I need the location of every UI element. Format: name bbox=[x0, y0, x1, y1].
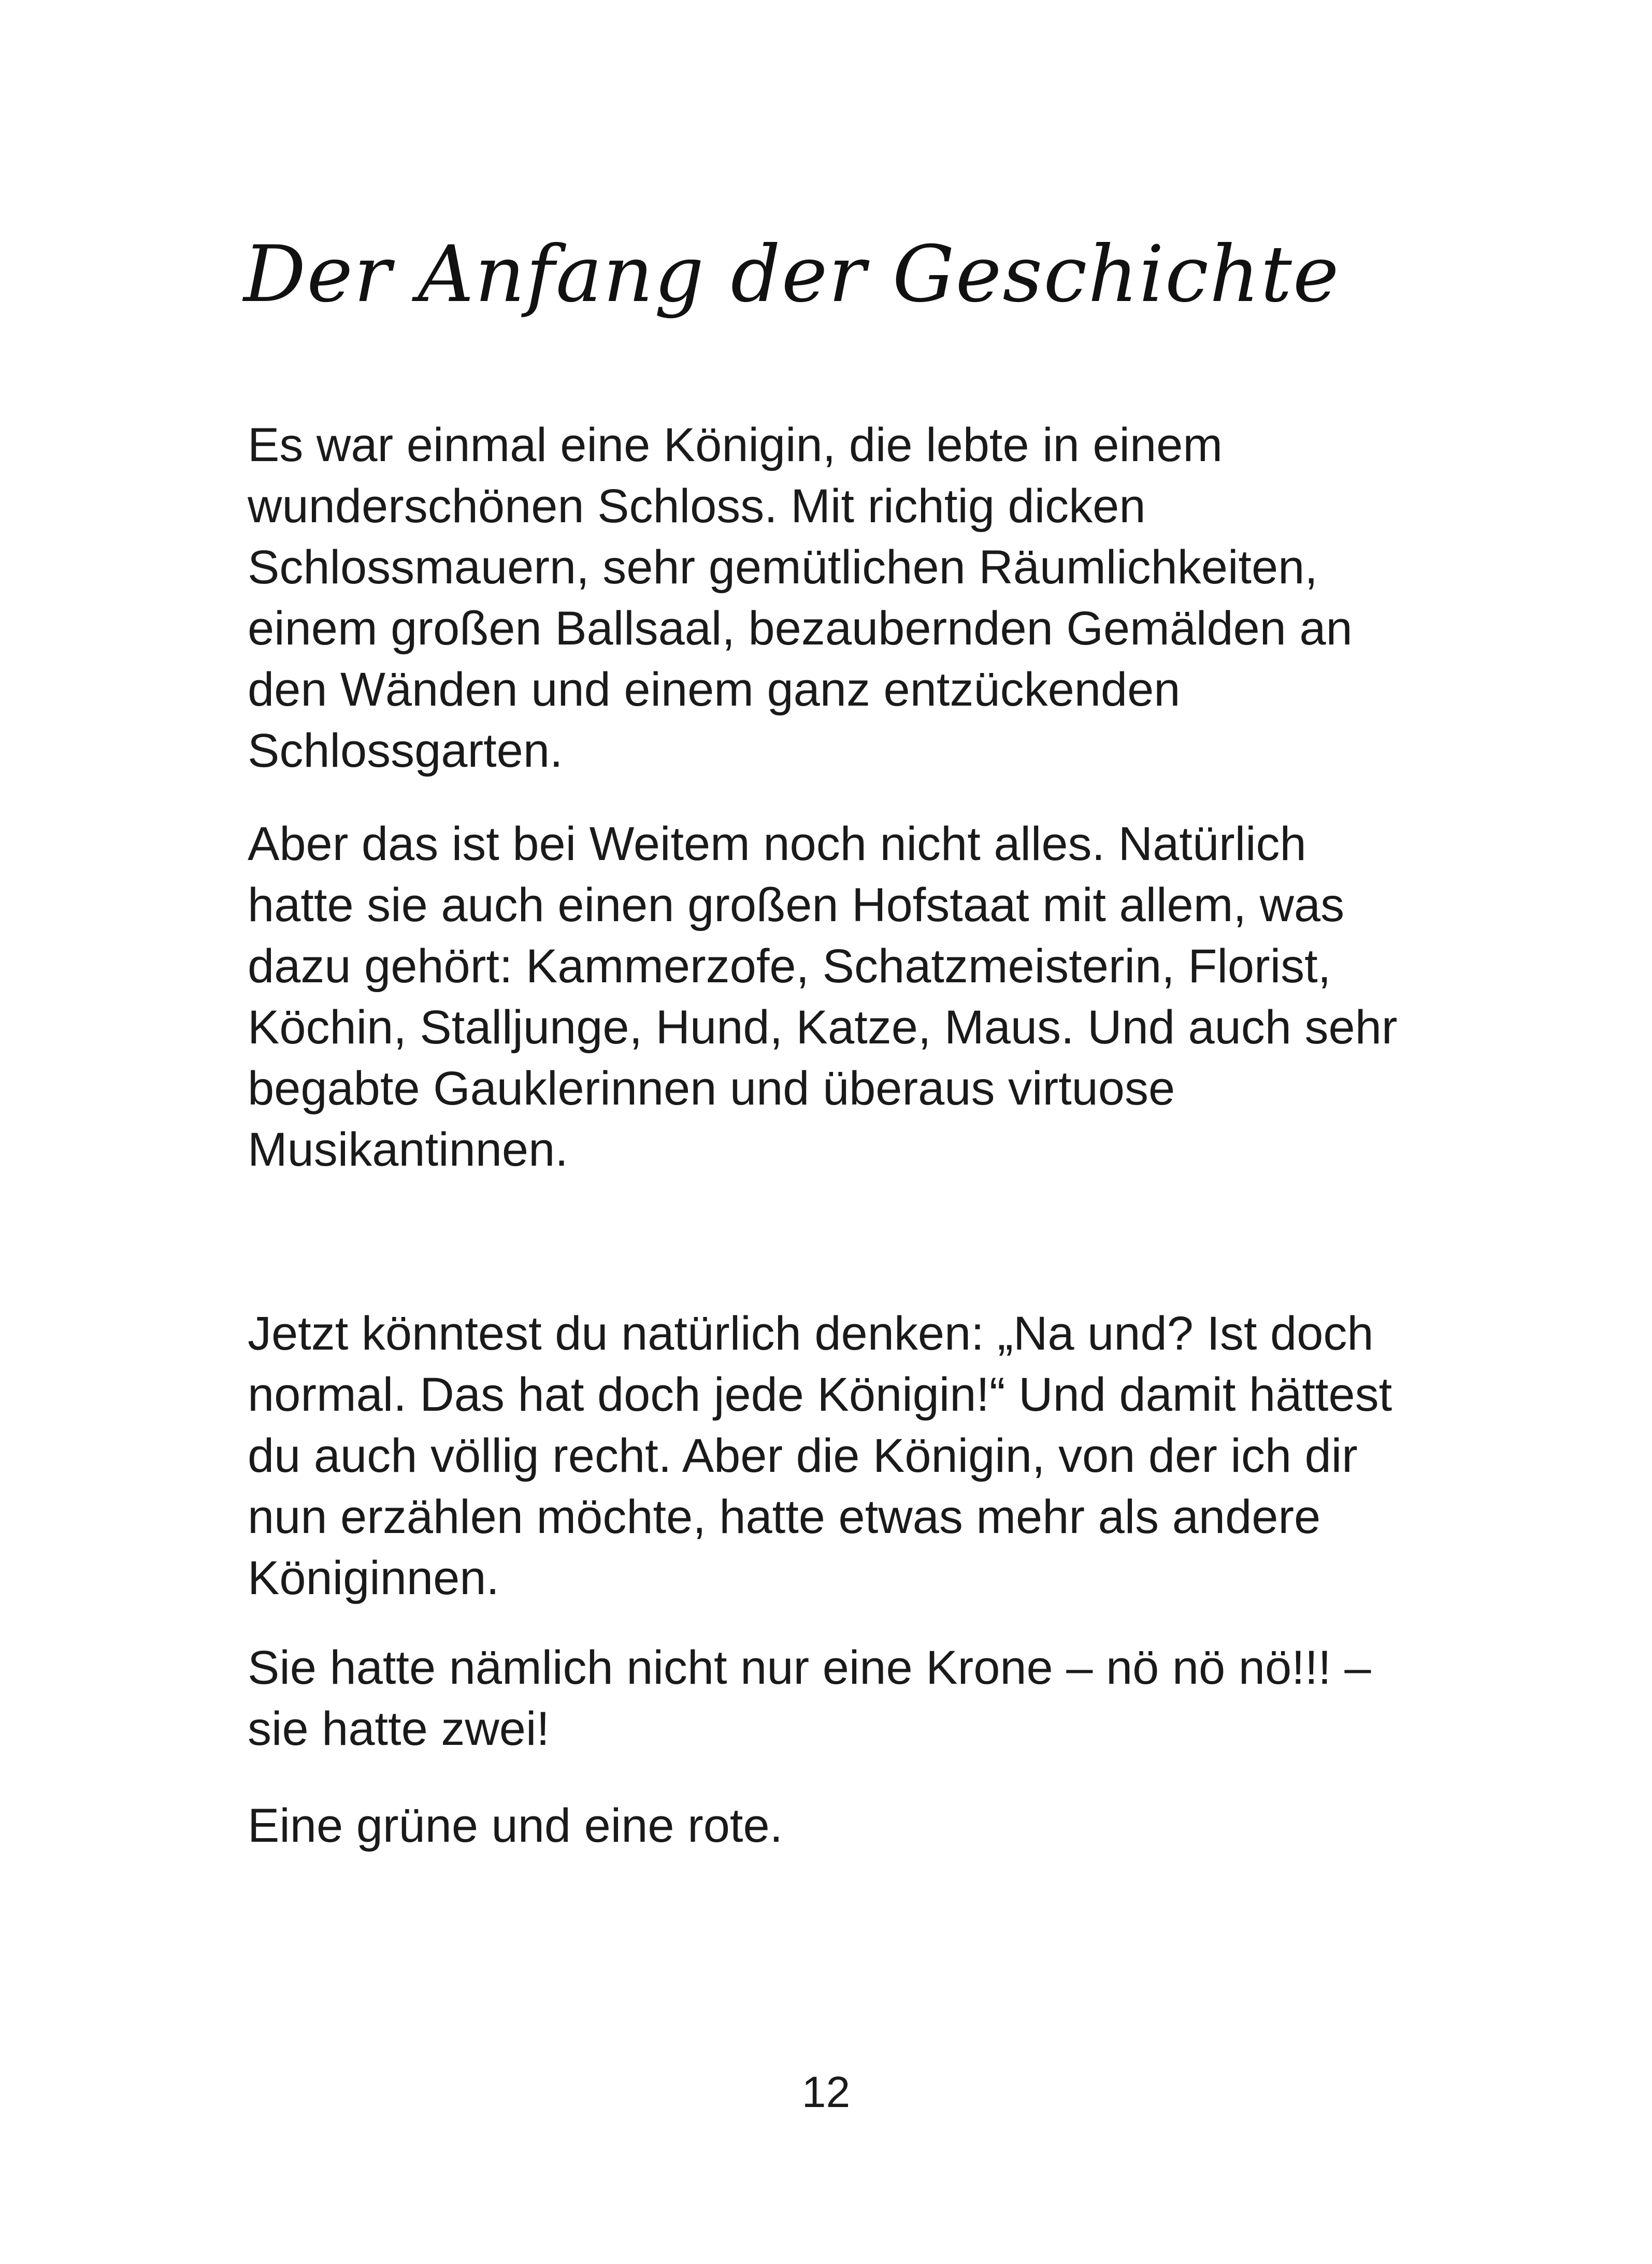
text-line: Es war einmal eine Königin, die lebte in einem bbox=[248, 419, 1223, 471]
text-line: begabte Gauklerinnen und überaus virtuose bbox=[248, 1062, 1175, 1115]
text-line: einem großen Ballsaal, bezaubernden Gemälden an bbox=[248, 602, 1353, 655]
text-line: nun erzählen möchte, hatte etwas mehr als andere bbox=[248, 1491, 1321, 1543]
text-line: Musikantinnen. bbox=[248, 1123, 568, 1176]
text-line: Schlossmauern, sehr gemütlichen Räumlichkeiten, bbox=[248, 541, 1318, 594]
text-line: sie hatte zwei! bbox=[248, 1702, 550, 1755]
text-line: dazu gehört: Kammerzofe, Schatzmeisterin, Florist, bbox=[248, 940, 1331, 993]
paragraph-3 bbox=[248, 1303, 1455, 1609]
text-line: normal. Das hat doch jede Königin!“ Und damit hättest bbox=[248, 1368, 1392, 1421]
text-line: Aber das ist bei Weitem noch nicht alles. Natürlich bbox=[248, 818, 1306, 870]
text-line: Sie hatte nämlich nicht nur eine Krone – nö nö nö!!! – bbox=[248, 1641, 1371, 1694]
paragraph-4 bbox=[248, 1637, 1455, 1759]
paragraph-1 bbox=[248, 414, 1455, 781]
text-line: Schlossgarten. bbox=[248, 724, 563, 777]
text-line: Jetzt könntest du natürlich denken: „Na und? Ist doch bbox=[248, 1307, 1374, 1360]
text-line: den Wänden und einem ganz entzückenden bbox=[248, 663, 1181, 716]
text-line: wunderschönen Schloss. Mit richtig dicken bbox=[248, 480, 1146, 533]
text-line: hatte sie auch einen großen Hofstaat mit allem, was bbox=[248, 879, 1345, 932]
text-line: Köchin, Stalljunge, Hund, Katze, Maus. Und auch sehr bbox=[248, 1001, 1398, 1054]
chapter-title: Der Anfang der Geschichte bbox=[243, 230, 1340, 320]
text-line: Eine grüne und eine rote. bbox=[248, 1799, 783, 1852]
paragraph-5 bbox=[248, 1795, 1455, 1856]
paragraph-2 bbox=[248, 813, 1455, 1180]
page-number: 12 bbox=[801, 2068, 851, 2116]
text-line: du auch völlig recht. Aber die Königin, von der ich dir bbox=[248, 1429, 1358, 1482]
text-line: Königinnen. bbox=[248, 1552, 499, 1604]
